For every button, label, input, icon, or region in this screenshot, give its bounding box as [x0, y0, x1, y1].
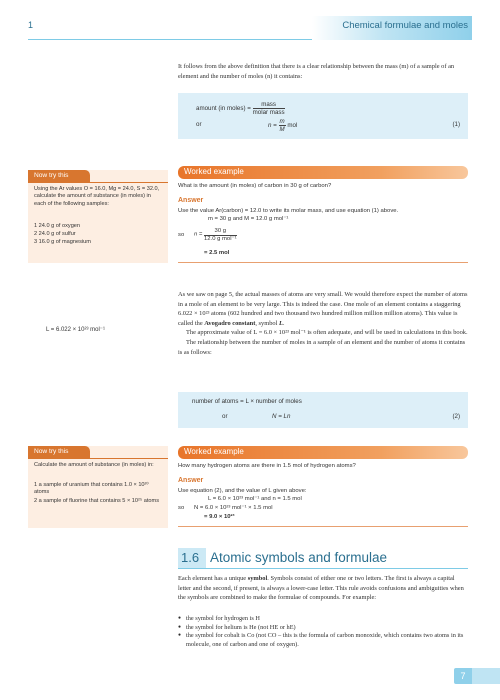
- answer-label: Answer: [178, 197, 204, 204]
- running-header: [28, 20, 472, 40]
- answer-line: Use equation (2), and the value of L given above:: [178, 488, 307, 494]
- chapter-marker: 1: [28, 20, 34, 30]
- divider: [28, 458, 168, 459]
- answer-label: Answer: [178, 477, 204, 484]
- equation-box-1: [178, 93, 468, 139]
- chapter-title: Chemical formulae and moles: [342, 20, 468, 31]
- page-band: [472, 668, 500, 684]
- answer-line: N = 6.0 × 10²³ mol⁻¹ × 1.5 mol: [194, 505, 273, 511]
- section-title: Atomic symbols and formulae: [210, 550, 388, 565]
- equation-1-or: or: [196, 121, 202, 128]
- try-item: 3 16.0 g of magnesium: [34, 239, 91, 245]
- worked-example-header-2: [178, 446, 468, 459]
- answer-fraction: n = $\frac{30 g}{\text{12.0 g mol⁻¹}}$: [194, 228, 237, 242]
- worked-example-title: Worked example: [184, 167, 244, 176]
- m-over-M: $\frac{m}{M}$: [279, 118, 285, 133]
- try-intro: Using the Ar values O = 16.0, Mg = 24.0, S = 32.0, calculate the amount of substance (in moles) in each of the following samples:: [34, 186, 160, 207]
- try-item: 1 24.0 g of oxygen: [34, 223, 81, 229]
- divider: [28, 182, 168, 183]
- answer-frac: $\frac{30 g}{\text{12.0 g mol⁻¹}}$: [204, 228, 237, 242]
- worked-example-title: Worked example: [184, 447, 244, 456]
- intro-paragraph: It follows from the above definition that there is a clear relationship between the mass (m) of a sample of an element and the number of moles (n) it contains:: [178, 63, 455, 80]
- equation-1-symbols: n = $\frac{m}{M}$ mol: [268, 118, 298, 133]
- now-try-this-tab: Now try this: [28, 170, 90, 182]
- answer-line: m = 30 g and M = 12.0 g mol⁻¹: [208, 216, 289, 222]
- try-item: 1 a sample of uranium that contains 1.0 × 10²⁰ atoms: [34, 482, 149, 496]
- equation-box-2: [178, 392, 468, 428]
- now-try-this-2: [28, 446, 168, 528]
- worked-example-rule: [178, 262, 468, 263]
- page-number: 7: [454, 668, 472, 684]
- worked-example-question: What is the amount (in moles) of carbon in 30 g of carbon?: [178, 183, 332, 189]
- answer-line: Use the value Ar(carbon) = 12.0 to write its molar mass, and use equation (1) above.: [178, 208, 399, 214]
- equation-1-words: amount (in moles) = $\frac{\text{mass}}{\text{molar mass}}$: [196, 101, 285, 116]
- list-item: ● the symbol for helium is He (not HE or hE): [178, 624, 468, 633]
- section-rule: [178, 568, 468, 569]
- symbol-examples-list: [178, 615, 468, 649]
- worked-example-rule: [178, 526, 468, 527]
- try-intro: Calculate the amount of substance (in moles) in:: [34, 462, 154, 468]
- worked-example-header-1: [178, 166, 468, 179]
- list-item: ● the symbol for cobalt is Co (not CO – this is the formula of carbon monoxide, which contains two atoms in its molecule, one of carbon and one of oxygen).: [178, 632, 468, 649]
- avogadro-paragraphs: As we saw on page 5, the actual masses of atoms are very small. We would therefore expect the number of atoms in a mole of an element to be very large. This is indeed the case. One mole of an element contains a staggering 6.022 × 10²³ atoms (602 hundred and two thousand two hundred million million million atoms). This value is called the Avogadro constant, symbol L. The approximate value of L = 6.0 × 10²³ mol⁻¹ is often adequate, and will be used in calculations in this book. The relationship between the number of moles in a sample of an element and the number of atoms it contains is as follows:: [178, 291, 468, 356]
- equation-2-words: number of atoms = L × number of moles: [192, 398, 302, 405]
- equation-2-or: or: [222, 413, 228, 420]
- answer-so: so: [178, 232, 185, 238]
- answer-result: = 2.5 mol: [204, 250, 230, 256]
- worked-example-question: How many hydrogen atoms are there in 1.5 mol of hydrogen atoms?: [178, 463, 356, 469]
- now-try-this-tab: Now try this: [28, 446, 90, 458]
- list-item: ● the symbol for hydrogen is H: [178, 615, 468, 624]
- mass-over-molar-mass: $\frac{\text{mass}}{\text{molar mass}}$: [252, 101, 285, 116]
- try-item: 2 24.0 g of sulfur: [34, 231, 76, 237]
- section-paragraph: Each element has a unique symbol. Symbols consist of either one or two letters. The first is always a capital letter and the second, if present, is always a lower-case letter. This rule avoids confusions and ambiguities when the symbols are combined to make the formulae of compounds. For example:: [178, 575, 464, 602]
- now-try-this-1: [28, 170, 168, 263]
- equation-1-ref: (1): [452, 121, 460, 128]
- equation-2-symbols: N = Ln: [272, 413, 291, 420]
- section-number: 1.6: [178, 548, 206, 568]
- answer-result: = 9.0 × 10²³: [204, 514, 235, 520]
- equation-2-ref: (2): [452, 413, 460, 420]
- answer-so: so: [178, 505, 185, 511]
- answer-line: L = 6.0 × 10²³ mol⁻¹ and n = 1.5 mol: [208, 496, 302, 502]
- try-item: 2 a sample of fluorine that contains 5 × 10²⁵ atoms: [34, 498, 159, 504]
- avogadro-margin-equation: L = 6.022 × 10²³ mol⁻¹: [46, 327, 105, 333]
